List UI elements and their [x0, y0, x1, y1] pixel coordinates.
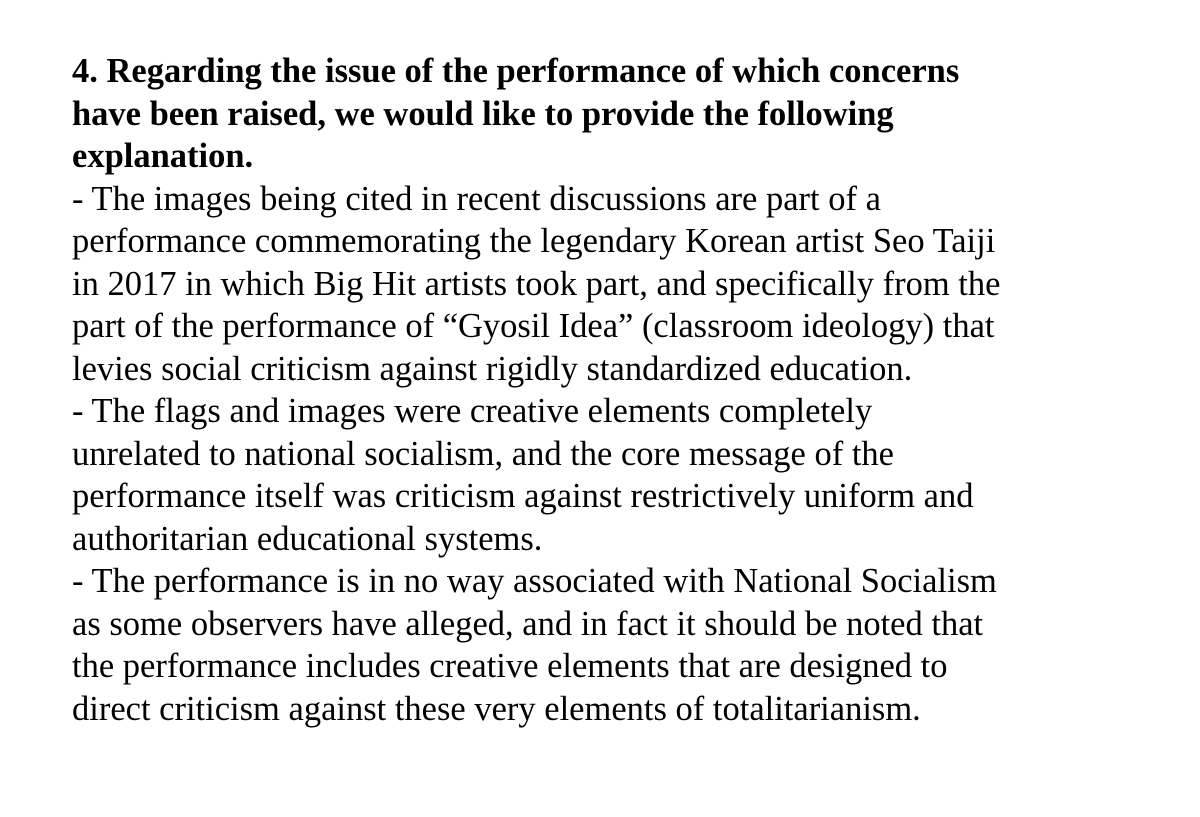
paragraph-line: - The images being cited in recent discussions are part of a [72, 179, 881, 218]
heading-line: 4. Regarding the issue of the performance of which concerns [72, 52, 960, 90]
heading-line: have been raised, we would like to provide the following [72, 94, 894, 133]
paragraph-line: levies social criticism against rigidly standardized education. [72, 349, 913, 388]
paragraph-line: - The performance is in no way associated with National Socialism [72, 562, 997, 600]
paragraph-line: part of the performance of “Gyosil Idea” (classroom ideology) that [72, 307, 995, 345]
paragraph-line: performance commemorating the legendary Korean artist Seo Taiji [72, 222, 996, 260]
paragraph-line: authoritarian educational systems. [72, 519, 543, 558]
heading-line: explanation. [72, 137, 254, 175]
paragraph-line: unrelated to national socialism, and the core message of the [72, 434, 894, 473]
paragraph-flags-and-images [72, 390, 1182, 560]
document-page [72, 50, 1182, 730]
paragraph-images-cited [72, 178, 1182, 391]
paragraph-line: - The flags and images were creative elements completely [72, 392, 873, 430]
paragraph-line: performance itself was criticism against restrictively uniform and [72, 477, 974, 515]
section-heading [72, 50, 1182, 178]
paragraph-not-associated [72, 560, 1182, 730]
paragraph-line: as some observers have alleged, and in fact it should be noted that [72, 604, 984, 643]
paragraph-line: direct criticism against these very elements of totalitarianism. [72, 689, 921, 728]
paragraph-line: in 2017 in which Big Hit artists took part, and specifically from the [72, 264, 1001, 303]
paragraph-line: the performance includes creative elements that are designed to [72, 647, 948, 685]
